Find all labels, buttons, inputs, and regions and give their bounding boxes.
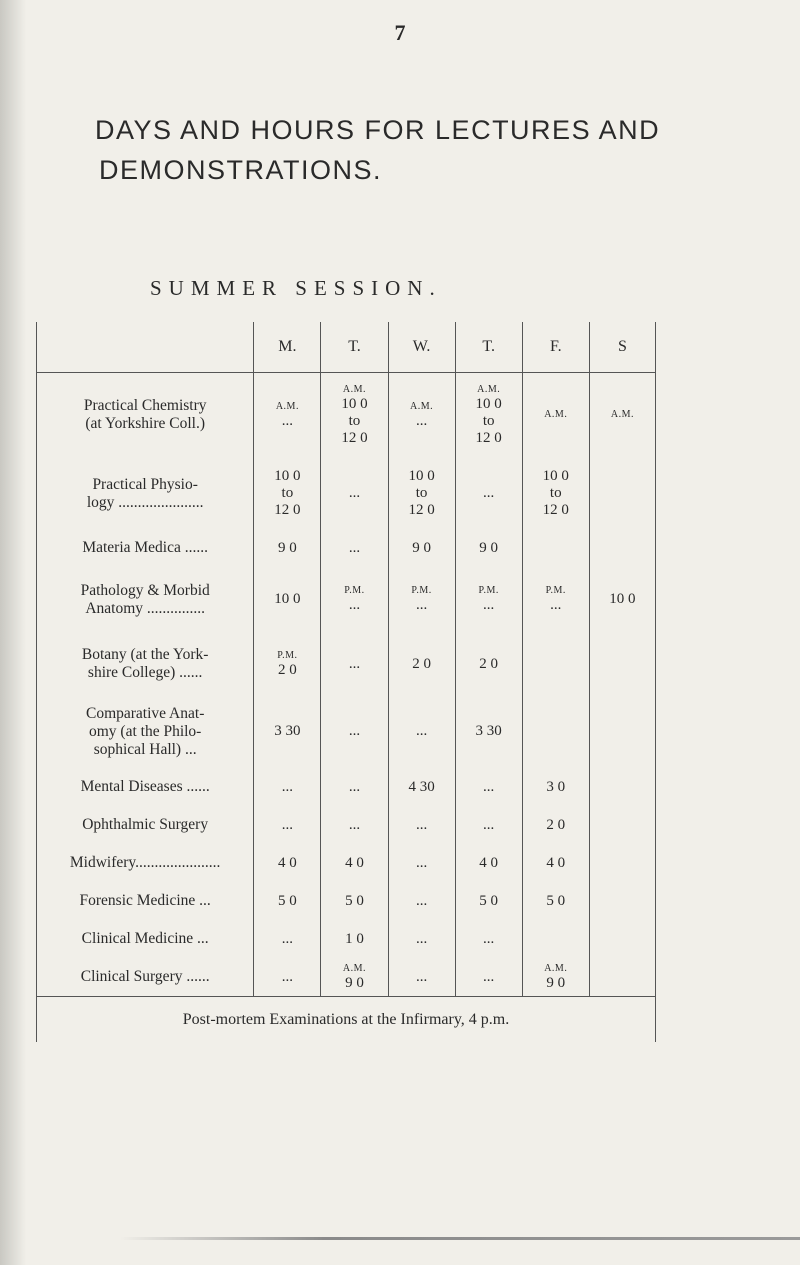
row-label-line: Clinical Surgery ...... — [80, 968, 210, 985]
time-value: 3 0 — [546, 778, 566, 795]
table-row — [37, 806, 656, 844]
time-value: 4 0 — [278, 854, 297, 871]
schedule-cell — [455, 633, 522, 695]
time-value: ... — [483, 485, 495, 501]
time-period-label: A.M. — [610, 409, 634, 420]
time-value: ... — [281, 778, 294, 795]
schedule-cell — [388, 566, 455, 633]
schedule-cell — [589, 566, 655, 633]
header-blank — [37, 322, 254, 373]
time-value: 10 0 — [609, 591, 636, 607]
time-value: 2 0 — [546, 816, 566, 833]
schedule-cell — [321, 566, 388, 633]
row-label — [37, 457, 254, 530]
time-value: ... — [281, 816, 294, 833]
schedule-cell — [589, 920, 655, 958]
time-value: ... — [550, 597, 562, 613]
schedule-cell — [254, 920, 321, 958]
schedule-cell — [254, 530, 321, 566]
time-value: 4 30 — [408, 778, 435, 795]
row-label-line: Anatomy ............... — [85, 599, 206, 617]
schedule-cell — [254, 566, 321, 633]
time-period-label: A.M. — [477, 383, 501, 395]
time-value: 9 0 — [412, 539, 431, 556]
time-value: 10 0 — [542, 468, 569, 484]
schedule-cell — [321, 695, 388, 768]
time-value: ... — [415, 930, 428, 947]
schedule-cell — [522, 373, 589, 458]
row-label-line: Botany (at the York- — [81, 646, 209, 663]
schedule-cell — [522, 768, 589, 806]
page-title — [95, 110, 660, 190]
row-label — [37, 768, 254, 806]
schedule-cell — [388, 806, 455, 844]
time-value: 9 0 — [278, 539, 297, 556]
row-label — [37, 806, 254, 844]
schedule-cell — [522, 844, 589, 882]
row-label — [37, 844, 254, 882]
schedule-cell — [455, 530, 522, 566]
schedule-cell — [522, 920, 589, 958]
schedule-cell — [522, 566, 589, 633]
table-row — [37, 920, 656, 958]
time-value: 2 0 — [278, 661, 297, 678]
header-row — [37, 322, 656, 373]
table-row — [37, 633, 656, 695]
schedule-cell — [388, 844, 455, 882]
time-value: ... — [348, 655, 361, 672]
time-period-label: A.M. — [544, 409, 568, 420]
time-period-label: P.M. — [411, 585, 432, 596]
schedule-cell — [388, 920, 455, 958]
time-value: ... — [348, 597, 361, 613]
row-label-line: sophical Hall) ... — [93, 740, 197, 758]
row-label — [37, 695, 254, 768]
time-value: 12 0 — [475, 429, 502, 446]
page-number: 7 — [394, 20, 406, 45]
time-value: ... — [415, 723, 428, 739]
schedule-cell — [589, 882, 655, 920]
schedule-cell — [321, 373, 388, 458]
schedule-cell — [388, 958, 455, 997]
schedule-cell — [589, 844, 655, 882]
row-label-line: Comparative Anat- — [85, 704, 205, 722]
schedule-cell — [321, 633, 388, 695]
schedule-cell — [589, 768, 655, 806]
time-value: 12 0 — [274, 502, 301, 518]
row-label-line: Practical Physio- — [92, 475, 198, 493]
time-value: ... — [415, 854, 428, 871]
schedule-cell — [321, 882, 388, 920]
time-value: to — [549, 485, 562, 501]
header-day: S — [589, 322, 655, 373]
time-period-label: P.M. — [344, 585, 365, 596]
time-value: ... — [415, 968, 428, 985]
schedule-cell — [388, 633, 455, 695]
time-value: 2 0 — [479, 655, 499, 672]
row-label-line: Forensic Medicine ... — [79, 892, 211, 909]
time-value: ... — [483, 816, 495, 833]
schedule-cell — [254, 806, 321, 844]
schedule-cell — [522, 806, 589, 844]
header-day: M. — [254, 322, 321, 373]
time-value: 2 0 — [412, 655, 431, 672]
schedule-cell — [254, 844, 321, 882]
time-value: ... — [483, 968, 495, 985]
row-label-line: logy ...................... — [86, 493, 204, 511]
row-label — [37, 373, 254, 458]
row-label-line: Ophthalmic Surgery — [82, 816, 209, 833]
time-value: 9 0 — [345, 974, 364, 991]
schedule-cell — [321, 806, 388, 844]
time-value: 5 0 — [546, 892, 566, 909]
time-value: 10 0 — [475, 395, 502, 412]
title-line-1: DAYS AND HOURS FOR LECTURES AND — [95, 115, 661, 145]
time-period-label: A.M. — [342, 383, 367, 395]
table-row — [37, 373, 656, 458]
header-day: T. — [321, 322, 388, 373]
time-value: 4 0 — [479, 854, 499, 871]
time-value: to — [415, 485, 428, 501]
row-label — [37, 920, 254, 958]
schedule-cell — [455, 768, 522, 806]
schedule-cell — [321, 768, 388, 806]
time-value: 10 0 — [408, 468, 435, 484]
time-value: 12 0 — [542, 502, 569, 518]
schedule-cell — [589, 633, 655, 695]
table-row — [37, 882, 656, 920]
time-value: ... — [483, 597, 495, 613]
time-value: 3 30 — [475, 723, 502, 739]
header-day: F. — [522, 322, 589, 373]
table-row — [37, 844, 656, 882]
schedule-cell — [589, 695, 655, 768]
time-value: to — [281, 485, 294, 501]
schedule-cell — [388, 768, 455, 806]
row-label-line: Pathology & Morbid — [80, 581, 210, 599]
time-value: 3 30 — [274, 723, 301, 739]
row-label-line: omy (at the Philo- — [88, 722, 202, 740]
row-label-line: Midwifery...................... — [69, 854, 221, 871]
time-value: 5 0 — [345, 892, 364, 909]
title-line-2: DEMONSTRATIONS. — [99, 155, 383, 185]
time-value: ... — [281, 412, 294, 429]
time-period-label: A.M. — [410, 400, 434, 412]
schedule-cell — [254, 768, 321, 806]
time-value: 10 0 — [274, 591, 301, 607]
schedule-cell — [522, 695, 589, 768]
time-period-label: P.M. — [277, 649, 298, 661]
schedule-cell — [455, 844, 522, 882]
row-label — [37, 566, 254, 633]
schedule-cell — [254, 695, 321, 768]
schedule-cell — [388, 457, 455, 530]
schedule-cell — [455, 882, 522, 920]
row-label — [37, 530, 254, 566]
table-row — [37, 530, 656, 566]
schedule-cell — [388, 882, 455, 920]
time-value: 12 0 — [408, 502, 435, 518]
time-period-label: A.M. — [275, 400, 299, 412]
schedule-cell — [455, 457, 522, 530]
time-value: 12 0 — [341, 429, 368, 446]
time-period-label: P.M. — [545, 585, 566, 596]
time-value: 4 0 — [345, 854, 364, 871]
schedule-cell — [388, 530, 455, 566]
schedule-cell — [455, 695, 522, 768]
schedule-cell — [254, 958, 321, 997]
row-label-line: (at Yorkshire Coll.) — [85, 415, 206, 432]
row-label-line: Clinical Medicine ... — [81, 930, 209, 947]
table-row — [37, 566, 656, 633]
schedule-cell — [522, 882, 589, 920]
time-value: ... — [348, 723, 361, 739]
schedule-cell — [254, 633, 321, 695]
row-label-line: Practical Chemistry — [83, 397, 207, 414]
table-row — [37, 695, 656, 768]
row-label-line: Mental Diseases ...... — [80, 778, 210, 795]
schedule-cell — [321, 920, 388, 958]
page-edge-shadow — [0, 0, 26, 1265]
table-row — [37, 768, 656, 806]
time-value: to — [348, 412, 361, 429]
schedule-cell — [321, 958, 388, 997]
time-value: 1 0 — [345, 930, 364, 947]
header-day: T. — [455, 322, 522, 373]
schedule-cell — [388, 373, 455, 458]
time-value: 4 0 — [546, 854, 566, 871]
schedule-cell — [455, 566, 522, 633]
time-value: 10 0 — [274, 468, 301, 484]
time-value: ... — [483, 778, 495, 795]
time-value: ... — [348, 485, 361, 501]
time-value: 9 0 — [546, 974, 566, 991]
schedule-cell — [589, 530, 655, 566]
schedule-table — [36, 322, 656, 1042]
footer-row — [37, 997, 656, 1043]
time-value: ... — [348, 778, 361, 795]
schedule-cell — [522, 633, 589, 695]
schedule-cell — [455, 920, 522, 958]
time-value: ... — [483, 930, 495, 947]
row-label-line: Materia Medica ...... — [82, 539, 209, 556]
schedule-cell — [589, 958, 655, 997]
schedule-cell — [254, 882, 321, 920]
row-label — [37, 633, 254, 695]
schedule-cell — [589, 457, 655, 530]
time-value: ... — [281, 930, 294, 947]
schedule-cell — [455, 958, 522, 997]
time-value: ... — [415, 816, 428, 833]
schedule-cell — [522, 530, 589, 566]
schedule-cell — [254, 457, 321, 530]
schedule-cell — [522, 457, 589, 530]
time-value: ... — [415, 597, 428, 613]
schedule-cell — [589, 373, 655, 458]
schedule-cell — [455, 806, 522, 844]
time-period-label: A.M. — [544, 962, 568, 974]
schedule-cell — [321, 457, 388, 530]
schedule-cell — [321, 530, 388, 566]
time-period-label: A.M. — [342, 962, 367, 974]
table-row — [37, 457, 656, 530]
footer-note: Post-mortem Examinations at the Infirmary, 4 p.m. — [37, 997, 656, 1043]
time-value: ... — [281, 968, 294, 985]
time-value: ... — [348, 816, 361, 833]
time-period-label: P.M. — [478, 585, 499, 596]
time-value: ... — [415, 412, 428, 429]
schedule-cell — [522, 958, 589, 997]
time-value: ... — [348, 539, 361, 556]
time-value: ... — [415, 892, 428, 909]
header-day: W. — [388, 322, 455, 373]
session-heading: SUMMER SESSION. — [150, 276, 442, 300]
table-row — [37, 958, 656, 997]
time-value: to — [482, 412, 495, 429]
schedule-cell — [388, 695, 455, 768]
row-label-line: shire College) ...... — [87, 664, 203, 681]
schedule-cell — [254, 373, 321, 458]
schedule-cell — [589, 806, 655, 844]
time-value: 9 0 — [479, 539, 499, 556]
time-value: 10 0 — [341, 395, 368, 412]
row-label — [37, 958, 254, 997]
time-value: 5 0 — [479, 892, 499, 909]
row-label — [37, 882, 254, 920]
schedule-cell — [455, 373, 522, 458]
scan-artifact-line — [120, 1237, 800, 1240]
schedule-cell — [321, 844, 388, 882]
time-value: 5 0 — [278, 892, 297, 909]
